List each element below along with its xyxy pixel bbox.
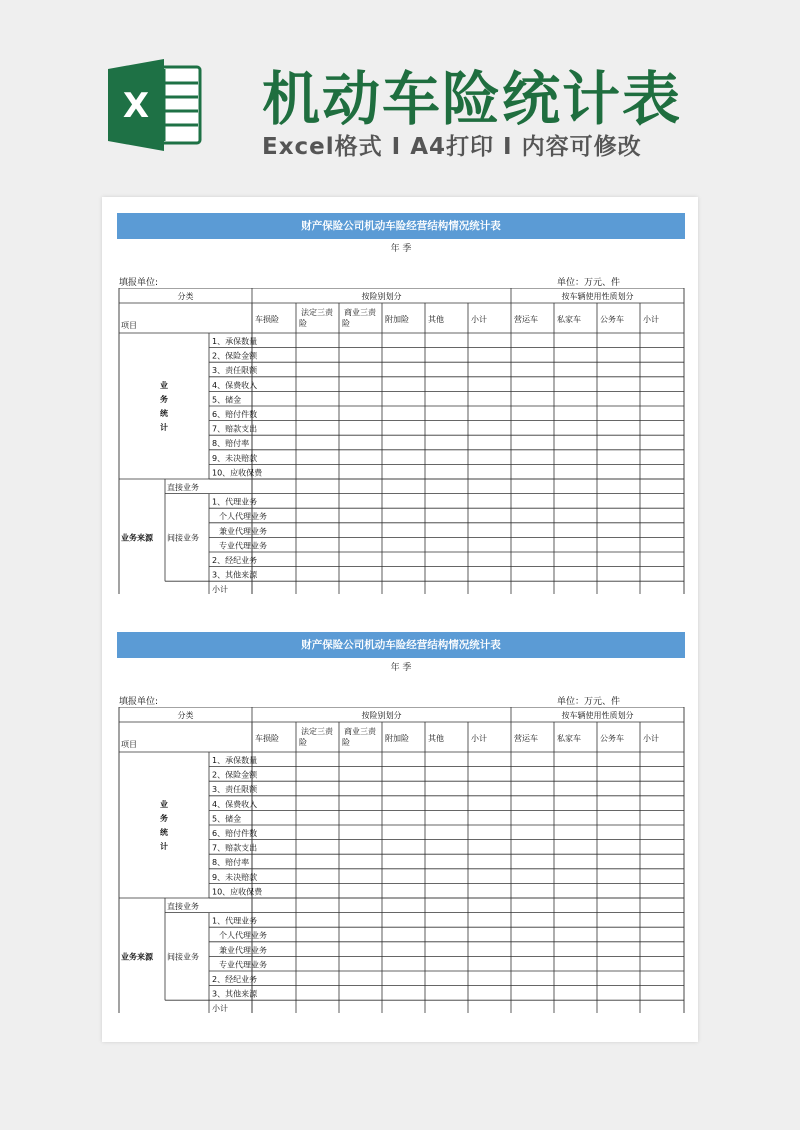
business-stats-label-char: 业 — [160, 381, 168, 390]
form-title: 财产保险公司机动车险经营结构情况统计表 — [117, 632, 685, 658]
source-label: 业务来源 — [121, 533, 153, 543]
category-header: 分类 — [177, 292, 194, 301]
column-header: 私家车 — [557, 734, 581, 743]
form-period: 年 季 — [390, 663, 412, 673]
column-header-part: 法定三责 — [301, 308, 333, 317]
excel-logo-icon — [104, 55, 204, 155]
row-label: 3、其他来源 — [212, 989, 258, 999]
page-title: 机动车险统计表 — [262, 65, 683, 133]
business-stats-label-char: 统 — [160, 828, 168, 837]
row-label: 2、保险金额 — [212, 770, 258, 780]
table-border — [119, 288, 684, 594]
column-header-part: 险 — [342, 319, 350, 328]
row-label: 5、储金 — [212, 814, 242, 824]
column-header: 公务车 — [600, 734, 624, 743]
row-label: 7、赔款支出 — [212, 843, 258, 853]
row-label: 8、赔付率 — [212, 858, 250, 868]
row-label: 10、应收保费 — [212, 887, 263, 897]
row-label: 4、保费收入 — [212, 799, 258, 809]
subtotal-label: 小计 — [212, 1004, 228, 1013]
row-label: 4、保费收入 — [212, 380, 258, 390]
row-label: 专业代理业务 — [219, 541, 267, 551]
document-page — [102, 197, 698, 1042]
reporting-unit-label: 填报单位: — [119, 697, 159, 707]
row-label: 2、经纪业务 — [212, 975, 258, 984]
unit-label: 单位：万元、件 — [557, 278, 621, 288]
item-header: 项目 — [121, 321, 137, 330]
source-label: 业务来源 — [121, 952, 153, 962]
row-label: 1、代理业务 — [212, 497, 258, 507]
business-stats-label-char: 业 — [160, 800, 168, 809]
column-header: 小计 — [471, 734, 487, 743]
stats-table — [117, 707, 685, 1013]
column-header-part: 商业三责 — [344, 308, 376, 317]
subtotal-label: 小计 — [212, 585, 228, 594]
table-border — [119, 707, 684, 1013]
row-label: 1、承保数量 — [212, 756, 258, 765]
group-header-vehicle: 按车辆使用性质划分 — [561, 711, 634, 720]
page-subtitle: Excel格式 I A4打印 I 内容可修改 — [262, 134, 642, 160]
column-header: 私家车 — [557, 315, 581, 324]
business-stats-label-char: 计 — [160, 423, 168, 432]
column-header: 附加险 — [385, 734, 409, 743]
row-label: 2、经纪业务 — [212, 556, 258, 565]
column-header: 其他 — [428, 315, 444, 324]
column-header: 营运车 — [514, 734, 538, 743]
row-label: 1、代理业务 — [212, 916, 258, 926]
unit-label: 单位：万元、件 — [557, 697, 621, 707]
column-header: 营运车 — [514, 315, 538, 324]
form-period: 年 季 — [390, 244, 412, 254]
row-label: 专业代理业务 — [219, 960, 267, 970]
column-header: 小计 — [643, 734, 659, 743]
business-stats-label-char: 统 — [160, 409, 168, 418]
column-header: 附加险 — [385, 315, 409, 324]
reporting-unit-label: 填报单位: — [119, 278, 159, 288]
row-label: 3、其他来源 — [212, 570, 258, 580]
row-label: 6、赔付件数 — [212, 829, 258, 838]
category-header: 分类 — [177, 711, 194, 720]
row-label: 1、承保数量 — [212, 337, 258, 346]
group-header-risk: 按险别划分 — [361, 292, 402, 301]
row-label: 个人代理业务 — [219, 512, 267, 522]
direct-business-label: 直接业务 — [167, 902, 199, 911]
business-stats-label-char: 务 — [160, 814, 168, 823]
row-label: 7、赔款支出 — [212, 424, 258, 434]
column-header: 其他 — [428, 734, 444, 743]
row-label: 9、未决赔款 — [212, 453, 258, 463]
svg-text:X: X — [122, 86, 150, 126]
form-title: 财产保险公司机动车险经营结构情况统计表 — [117, 213, 685, 239]
row-label: 9、未决赔款 — [212, 872, 258, 882]
business-stats-label-char: 务 — [160, 395, 168, 404]
indirect-business-label: 间接业务 — [167, 533, 199, 543]
indirect-business-label: 间接业务 — [167, 952, 199, 962]
row-label: 个人代理业务 — [219, 931, 267, 941]
column-header: 车损险 — [255, 315, 279, 324]
column-header-part: 险 — [342, 738, 350, 747]
column-header-part: 法定三责 — [301, 727, 333, 736]
row-label: 兼业代理业务 — [219, 945, 267, 955]
row-label: 8、赔付率 — [212, 439, 250, 449]
group-header-vehicle: 按车辆使用性质划分 — [561, 292, 634, 301]
row-label: 6、赔付件数 — [212, 410, 258, 419]
item-header: 项目 — [121, 740, 137, 749]
row-label: 10、应收保费 — [212, 468, 263, 478]
column-header: 车损险 — [255, 734, 279, 743]
row-label: 5、储金 — [212, 395, 242, 405]
column-header: 公务车 — [600, 315, 624, 324]
direct-business-label: 直接业务 — [167, 483, 199, 492]
column-header-part: 商业三责 — [344, 727, 376, 736]
column-header-part: 险 — [299, 319, 307, 328]
row-label: 兼业代理业务 — [219, 526, 267, 536]
group-header-risk: 按险别划分 — [361, 711, 402, 720]
stats-table — [117, 288, 685, 594]
row-label: 2、保险金额 — [212, 351, 258, 361]
business-stats-label-char: 计 — [160, 842, 168, 851]
column-header-part: 险 — [299, 738, 307, 747]
column-header: 小计 — [471, 315, 487, 324]
column-header: 小计 — [643, 315, 659, 324]
row-label: 3、责任限额 — [212, 366, 258, 376]
row-label: 3、责任限额 — [212, 785, 258, 795]
